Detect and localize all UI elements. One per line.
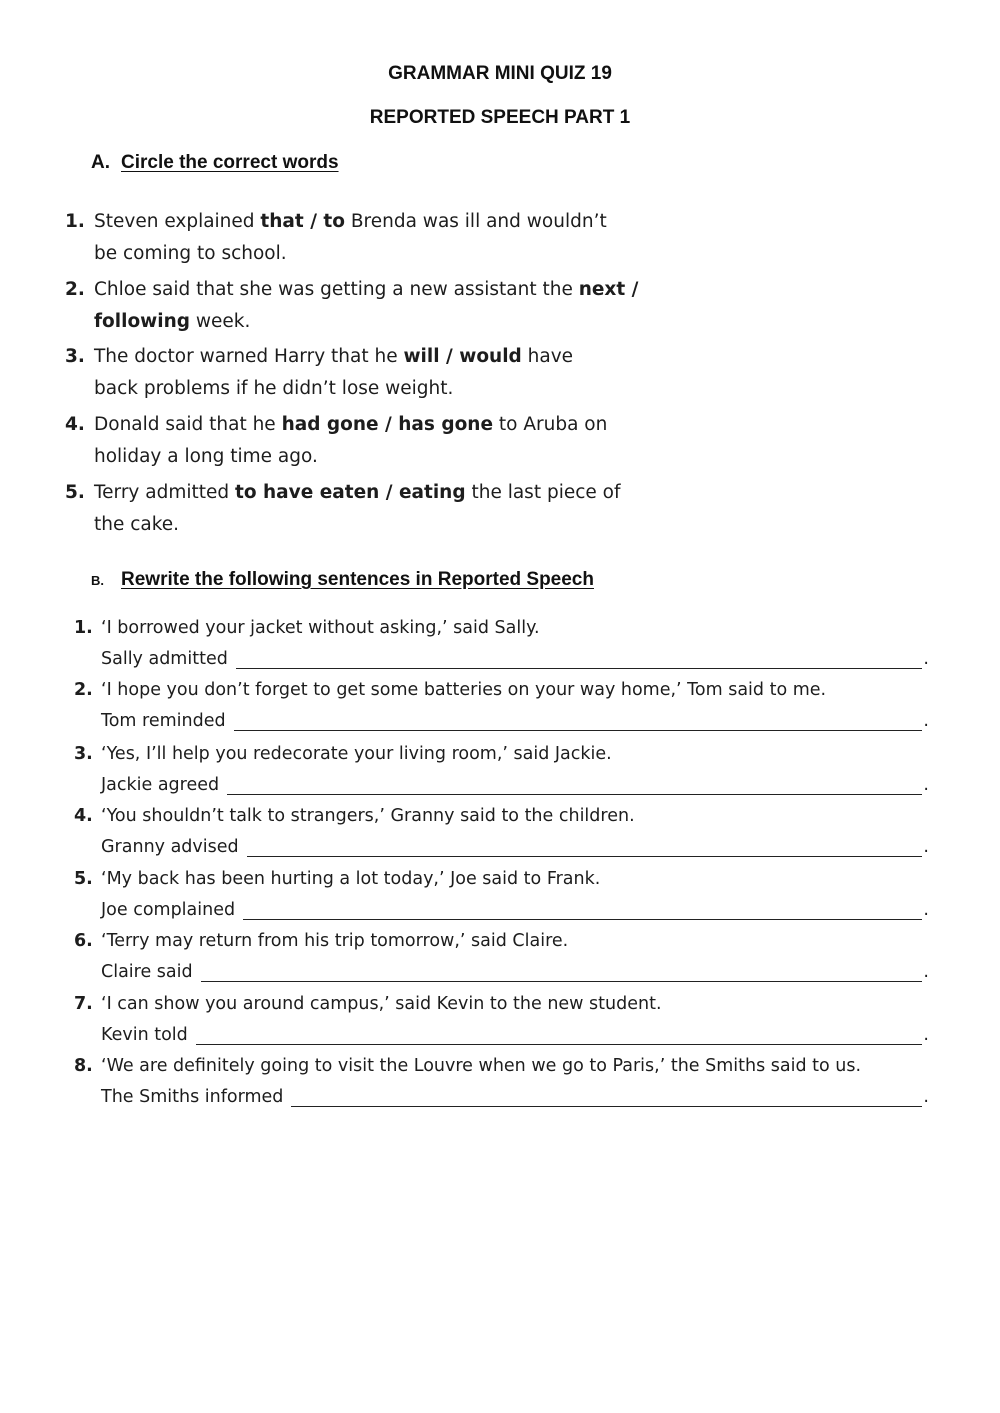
item-number: 4. <box>65 414 85 435</box>
direct-speech-sentence: ‘I borrowed your jacket without asking,’ said Sally. <box>101 618 540 638</box>
text-segment: to Aruba on <box>493 414 608 435</box>
item-number: 3. <box>74 744 93 764</box>
section-a-item-2 <box>65 274 685 338</box>
answer-row <box>101 1024 929 1045</box>
text-segment: Steven explained <box>94 211 261 232</box>
section-a-item-1 <box>65 206 685 270</box>
text-segment: back problems if he didn’t lose weight. <box>94 378 454 399</box>
end-punctuation: . <box>923 775 929 795</box>
answer-line[interactable] <box>243 899 922 920</box>
item-number: 6. <box>74 931 93 951</box>
text-segment: the last piece of <box>465 482 621 503</box>
end-punctuation: . <box>923 900 929 920</box>
section-a-item-3 <box>65 341 685 405</box>
answer-row <box>101 648 929 669</box>
answer-line[interactable] <box>227 774 922 795</box>
direct-speech-sentence: ‘We are definitely going to visit the Louvre when we go to Paris,’ the Smiths said to us. <box>101 1056 862 1076</box>
end-punctuation: . <box>923 1025 929 1045</box>
section-a-title: Circle the correct words <box>121 152 339 173</box>
answer-line[interactable] <box>234 710 923 731</box>
direct-speech-sentence: ‘Terry may return from his trip tomorrow,’ said Claire. <box>101 931 569 951</box>
section-b-letter: B. <box>91 573 104 588</box>
direct-speech-sentence: ‘I can show you around campus,’ said Kevin to the new student. <box>101 994 662 1014</box>
text-segment: Terry admitted <box>94 482 236 503</box>
item-text <box>94 206 685 270</box>
answer-stem: Jackie agreed <box>101 775 220 795</box>
answer-row <box>101 899 929 920</box>
end-punctuation: . <box>923 711 929 731</box>
answer-line[interactable] <box>247 836 923 857</box>
item-number: 7. <box>74 994 93 1014</box>
answer-stem: Claire said <box>101 962 193 982</box>
answer-row <box>101 836 929 857</box>
answer-stem: Joe complained <box>101 900 236 920</box>
quiz-subtitle: REPORTED SPEECH PART 1 <box>369 107 631 128</box>
end-punctuation: . <box>923 1087 929 1107</box>
answer-line[interactable] <box>196 1024 923 1045</box>
item-number: 4. <box>74 806 93 826</box>
answer-line[interactable] <box>201 961 923 982</box>
answer-stem: Tom reminded <box>101 711 226 731</box>
item-number: 1. <box>65 211 85 232</box>
text-segment: have <box>521 346 574 367</box>
item-text <box>94 477 685 541</box>
item-text <box>94 341 685 405</box>
end-punctuation: . <box>923 962 929 982</box>
text-segment: Chloe said that she was getting a new assistant the <box>94 279 579 300</box>
section-a-item-4 <box>65 409 685 473</box>
end-punctuation: . <box>923 837 929 857</box>
end-punctuation: . <box>923 649 929 669</box>
item-number: 8. <box>74 1056 93 1076</box>
answer-stem: Kevin told <box>101 1025 188 1045</box>
section-a-heading <box>91 152 339 174</box>
item-number: 5. <box>74 869 93 889</box>
direct-speech-sentence: ‘My back has been hurting a lot today,’ Joe said to Frank. <box>101 869 601 889</box>
section-a-item-5 <box>65 477 685 541</box>
text-segment: Brenda was ill and wouldn’t <box>344 211 607 232</box>
word-choice[interactable]: that / to <box>260 211 345 232</box>
item-text <box>94 274 685 338</box>
answer-line[interactable] <box>236 648 923 669</box>
word-choice[interactable]: next / <box>578 279 639 300</box>
item-number: 2. <box>65 279 85 300</box>
direct-speech-sentence: ‘I hope you don’t forget to get some batteries on your way home,’ Tom said to me. <box>101 680 827 700</box>
text-segment: week. <box>190 311 251 332</box>
answer-stem: Sally admitted <box>101 649 228 669</box>
quiz-title: GRAMMAR MINI QUIZ 19 <box>388 63 612 84</box>
text-segment: the cake. <box>94 514 180 535</box>
section-b-title: Rewrite the following sentences in Reported Speech <box>121 569 594 590</box>
section-b-heading <box>91 569 594 591</box>
answer-row <box>101 710 929 731</box>
item-number: 5. <box>65 482 85 503</box>
text-segment: holiday a long time ago. <box>94 446 318 467</box>
item-text <box>94 409 685 473</box>
answer-row <box>101 961 929 982</box>
item-number: 1. <box>74 618 93 638</box>
item-number: 2. <box>74 680 93 700</box>
text-segment: be coming to school. <box>94 243 287 264</box>
word-choice[interactable]: to have eaten / eating <box>235 482 466 503</box>
text-segment: Donald said that he <box>94 414 282 435</box>
word-choice[interactable]: had gone / has gone <box>281 414 494 435</box>
text-segment: The doctor warned Harry that he <box>94 346 404 367</box>
item-number: 3. <box>65 346 85 367</box>
word-choice[interactable]: following <box>94 311 190 332</box>
word-choice[interactable]: will / would <box>403 346 522 367</box>
answer-stem: Granny advised <box>101 837 239 857</box>
answer-line[interactable] <box>291 1086 922 1107</box>
answer-row <box>101 1086 929 1107</box>
direct-speech-sentence: ‘You shouldn’t talk to strangers,’ Granny said to the children. <box>101 806 635 826</box>
answer-row <box>101 774 929 795</box>
direct-speech-sentence: ‘Yes, I’ll help you redecorate your living room,’ said Jackie. <box>101 744 612 764</box>
answer-stem: The Smiths informed <box>101 1087 284 1107</box>
section-a-letter: A. <box>91 152 110 173</box>
